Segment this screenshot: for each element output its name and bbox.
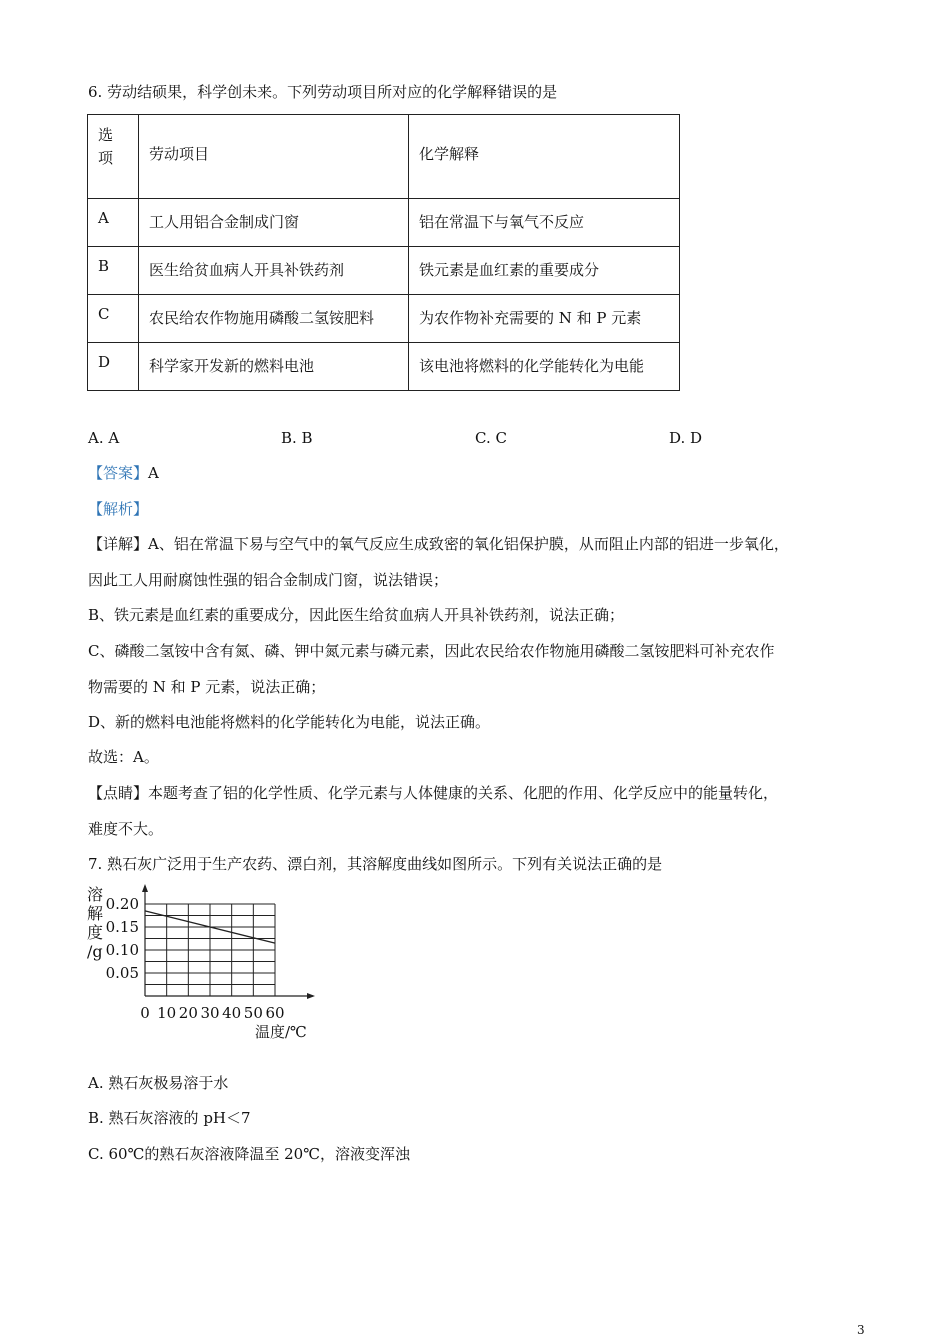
q6-row-option: B (88, 247, 139, 295)
x-tick-label: 50 (243, 1004, 263, 1022)
q6-row-project: 工人用铝合金制成门窗 (139, 199, 409, 247)
solubility-chart (85, 882, 325, 1044)
q6-table (87, 114, 680, 391)
answer-line (88, 463, 159, 483)
q6-row-option: D (88, 343, 139, 391)
y-tick-label: 0.05 (105, 964, 139, 982)
q6-header-explanation: 化学解释 (409, 115, 680, 199)
q6-row-project: 科学家开发新的燃料电池 (139, 343, 409, 391)
q6-row-explanation: 该电池将燃料的化学能转化为电能 (409, 343, 680, 391)
page-number: 3 (857, 1323, 865, 1337)
x-tick-label: 0 (140, 1004, 150, 1022)
q6-header-option (88, 115, 139, 199)
detail-line-5: 物需要的 N 和 P 元素，说法正确； (88, 678, 326, 696)
comment-text: 本题考查了铝的化学性质、化学元素与人体健康的关系、化肥的作用、化学反应中的能量转化， (148, 784, 779, 802)
q6-option-b: B. B (281, 429, 313, 447)
x-tick-label: 10 (157, 1004, 177, 1022)
table-row (88, 247, 680, 295)
q6-option-c: C. C (475, 429, 507, 447)
q7-stem: 7. 熟石灰广泛用于生产农药、漂白剂，其溶解度曲线如图所示。下列有关说法正确的是 (88, 855, 663, 873)
q6-header-option-line1: 选 (98, 126, 114, 144)
comment-line-1 (88, 783, 778, 803)
detail-line-7: 故选：A。 (88, 748, 159, 766)
q6-header-option-line2: 项 (98, 149, 114, 167)
y-tick-labels (106, 895, 139, 982)
x-tick-label: 20 (178, 1004, 198, 1022)
q6-stem: 6. 劳动结硕果，科学创未来。下列劳动项目所对应的化学解释错误的是 (88, 83, 558, 101)
y-axis-arrow (142, 884, 148, 892)
detail-line-3: B、铁元素是血红素的重要成分，因此医生给贫血病人开具补铁药剂，说法正确； (88, 606, 625, 624)
table-row (88, 199, 680, 247)
x-tick-label: 30 (200, 1004, 220, 1022)
y-label-char-2: 解 (87, 904, 104, 923)
comment-label: 【点睛】 (88, 784, 149, 802)
y-tick-label: 0.15 (105, 918, 139, 936)
y-tick-label: 0.20 (105, 895, 139, 913)
q6-table-header (88, 115, 680, 199)
q6-header-project: 劳动项目 (139, 115, 409, 199)
x-tick-label: 40 (222, 1004, 242, 1022)
q6-row-option: C (88, 295, 139, 343)
y-label-char-4: /g (87, 942, 103, 961)
chart-grid (145, 904, 275, 996)
chart-axes (142, 884, 315, 999)
y-label-char-3: 度 (87, 923, 104, 942)
q7-option-c: C. 60℃的熟石灰溶液降温至 20℃，溶液变浑浊 (88, 1145, 410, 1163)
answer-value: A (148, 464, 159, 482)
analysis-label: 【解析】 (88, 500, 149, 518)
detail-line-6: D、新的燃料电池能将燃料的化学能转化为电能，说法正确。 (88, 713, 491, 731)
detail-line-2: 因此工人用耐腐蚀性强的铝合金制成门窗，说法错误； (88, 571, 449, 589)
table-row (88, 343, 680, 391)
q6-row-option: A (88, 199, 139, 247)
q6-row-explanation: 铁元素是血红素的重要成分 (409, 247, 680, 295)
x-tick-labels (140, 1004, 284, 1022)
x-axis-arrow (307, 993, 315, 999)
q6-row-project: 医生给贫血病人开具补铁药剂 (139, 247, 409, 295)
q6-row-explanation: 铝在常温下与氧气不反应 (409, 199, 680, 247)
x-axis-label: 温度/℃ (255, 1023, 307, 1041)
detail-text: A、铝在常温下易与空气中的氧气反应生成致密的氧化铝保护膜，从而阻止内部的铝进一步氧化， (148, 535, 789, 553)
y-label-char-1: 溶 (87, 885, 104, 904)
q6-option-d: D. D (669, 429, 703, 447)
q6-option-a: A. A (88, 429, 120, 447)
q6-row-explanation: 为农作物补充需要的 N 和 P 元素 (409, 295, 680, 343)
y-tick-label: 0.10 (105, 941, 139, 959)
q7-option-a: A. 熟石灰极易溶于水 (88, 1074, 229, 1092)
q6-row-project: 农民给农作物施用磷酸二氢铵肥料 (139, 295, 409, 343)
detail-label: 【详解】 (88, 535, 149, 553)
answer-label: 【答案】 (88, 464, 149, 482)
comment-line-2: 难度不大。 (88, 820, 164, 838)
y-axis-label (87, 885, 103, 961)
x-tick-label: 60 (265, 1004, 285, 1022)
detail-line-1 (88, 534, 789, 554)
detail-line-4: C、磷酸二氢铵中含有氮、磷、钾中氮元素与磷元素，因此农民给农作物施用磷酸二氢铵肥料可补充农作 (88, 642, 775, 660)
q7-option-b: B. 熟石灰溶液的 pH＜7 (88, 1109, 251, 1127)
table-row (88, 295, 680, 343)
